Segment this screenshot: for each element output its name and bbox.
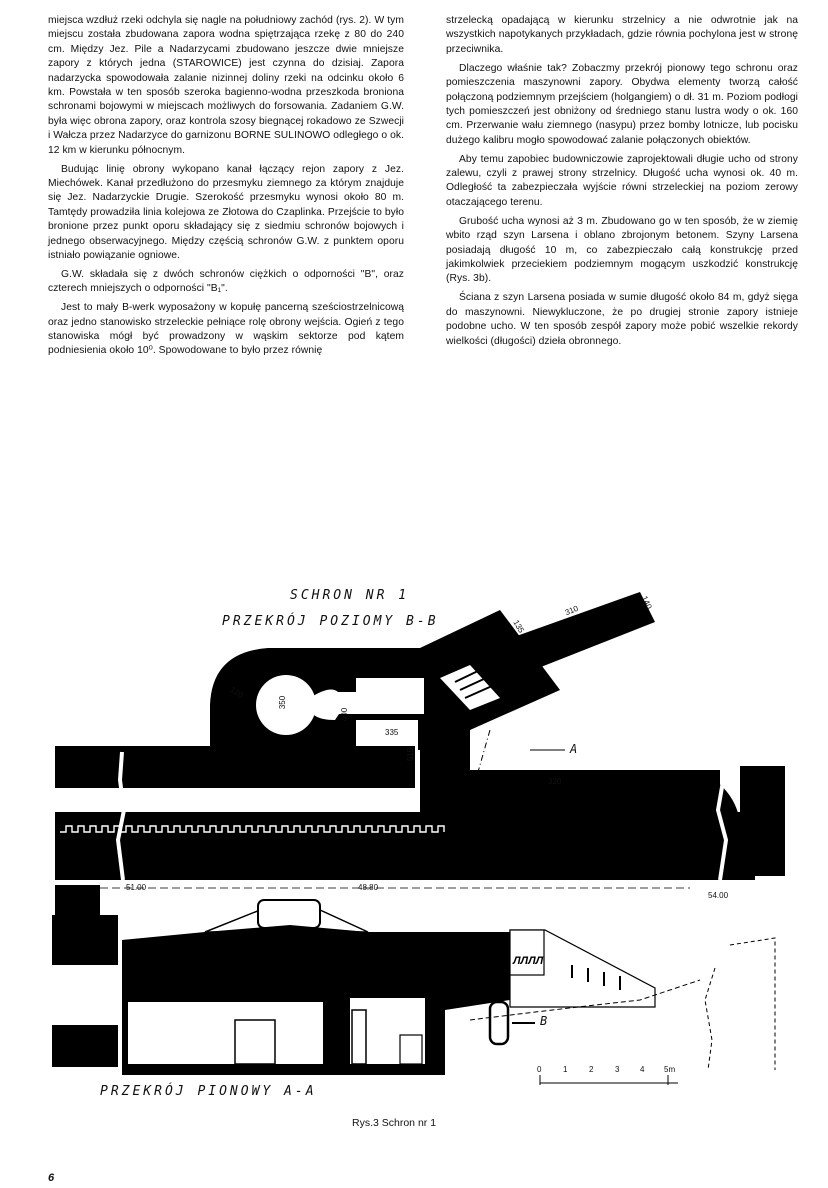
paragraph: Budując linię obrony wykopano kanał łączący rejon zapory z Jez. Miechówek. Kanał przedłużono do przesmyku ziemnego za którym znajduje się Jez. Nadarzyckie Drugie. Szerokość przesmyku wynosi około 80 m. Tamtędy prowadziła linia kolejowa ze Złotowa do Czaplinka. Przejście to było bronione przez punkt oporu składający się z siedmiu schronów bojowych i jednego obserwacyjnego. Między częścią schronów G.W. z punktem oporu istniało powiązanie ogniowe. xyxy=(48,163,404,261)
paragraph: strzelecką opadającą w kierunku strzelnicy a nie odwrotnie jak na wszystkich napotykanych przykładach, gdzie równia pochylona jest w stronę przeciwnika. xyxy=(446,15,798,55)
bunker-drawing-figure xyxy=(0,570,828,1099)
right-text-column xyxy=(446,14,798,353)
dimension-label: 400 xyxy=(340,707,350,722)
dimension-label: 120 xyxy=(228,684,245,701)
paragraph: Ściana z szyn Larsena posiada w sumie długość około 84 m, gdyż sięga do maszynowni. Niewykluczone, że po drugiej stronie zapory istnieje podobne ucho. W ten sposób zespół zapory może pobić wszelkie rekordy wielkości (długości) dzieła obronnego. xyxy=(446,292,798,347)
dimension-label: 135 xyxy=(511,618,526,635)
dimension-label: 320 xyxy=(548,777,562,786)
paragraph: Jest to mały B-werk wyposażony w kopułę pancerną sześciostrzelnicową oraz jedno stanowisko strzeleckie pełniące rolę obrony wejścia. Ogień z tego stanowiska mógł być prowadzony w wąskim sektorze pod kątem podniesienia około 10⁰. Spowodowane to było przez równię xyxy=(48,302,404,357)
dimension-label: 140 xyxy=(639,594,654,611)
dimension-label: 350 xyxy=(278,695,288,710)
svg-text:ЛЛЛЛ: ЛЛЛЛ xyxy=(513,955,544,967)
paragraph: G.W. składała się z dwóch schronów ciężkich o odporności "B", oraz czterech mniejszych o odporności "B₁". xyxy=(48,268,404,295)
plan-section-label: PRZEKRÓJ POZIOMY B-B xyxy=(222,614,439,629)
level-label: 54.00 xyxy=(708,891,729,900)
bunker-plan-and-section-drawing xyxy=(0,570,828,1090)
figure-caption: Rys.3 Schron nr 1 xyxy=(352,1117,437,1129)
paragraph: Grubość ucha wynosi aż 3 m. Zbudowano go w ten sposób, że w ziemię wbito rząd szyn Larsena i oblano zbrojonym betonem. Szyny Larsena posiadają długość 10 m, co zabezpieczało całą konstrukcję przed jakimkolwiek przeciekiem podziemnym mogącym uszkodzić konstrukcję (Rys. 3b). xyxy=(446,215,798,285)
level-label: 48.80 xyxy=(358,883,379,892)
dimension-label: 335 xyxy=(385,728,399,737)
scale-tick: 3 xyxy=(615,1065,620,1074)
scale-tick: 1 xyxy=(563,1065,568,1074)
page-number: 6 xyxy=(48,1172,55,1184)
section-marker-b: B xyxy=(540,1014,548,1028)
scale-tick: 2 xyxy=(589,1065,594,1074)
dimension-label: 515 xyxy=(406,747,416,762)
figure-title: SCHRON NR 1 xyxy=(290,588,410,603)
scale-tick: 0 xyxy=(537,1065,542,1074)
left-text-column xyxy=(48,14,404,363)
section-marker-a: A xyxy=(570,742,578,756)
paragraph: Dlaczego właśnie tak? Zobaczmy przekrój pionowy tego schronu oraz pomieszczenia maszynowni zapory. Obydwa elementy tworzą całość połączoną podziemnym przejściem (holgangiem) o dł. 31 m. Poziom podłogi tych pomieszczeń jest obniżony od średniego stanu lustra wody o ok. 160 cm. Przerwanie wału ziemnego (nasypu) przez bomby lotnicze, lub pocisku dużego kalibru mogło spowodować zalanie połączonych obiektów. xyxy=(446,62,798,146)
paragraph: miejsca wzdłuż rzeki odchyla się nagle na południowy zachód (rys. 2). W tym miejscu została zbudowana zapora wodna spiętrzająca rzekę z 80 do 240 cm. Między Jez. Pile a Nadarzycami zbudowano jeszcze dwie mniejsze zapory z których jedna (STAROWICE) jest czynna do dzisiaj. Zapora nadarzycka spowodowała zalanie nizinnej doliny rzeki na odcinku około 6 km. Powstała w ten sposób szeroka bagienno-wodna przeszkoda broniona schronami bojowymi w miejscach możliwych do forsowania. Zadaniem G.W. była więc obrona zapory, oraz kontrola szosy biegnącej rokadowo ze Szwecji i Wałcza przez Nadarzyce do garnizonu BORNE SULINOWO odległego o ok. 12 km w kierunku północnym. xyxy=(48,15,404,156)
paragraph: Aby temu zapobiec budowniczowie zaprojektowali długie ucho od strony zalewu, czyli z prawej strony strzelnicy. Długość ucha wynosi ok. 40 m. Odległość ta zabezpieczała wyjście równi strzeleckiej na poziom zerowy otaczającego terenu. xyxy=(446,153,798,208)
scale-tick: 4 xyxy=(640,1065,645,1074)
level-label: 51.00 xyxy=(126,883,147,892)
scale-tick: 5m xyxy=(664,1065,676,1074)
dimension-label: 310 xyxy=(563,603,580,618)
vertical-section-label: PRZEKRÓJ PIONOWY A-A xyxy=(100,1084,317,1099)
